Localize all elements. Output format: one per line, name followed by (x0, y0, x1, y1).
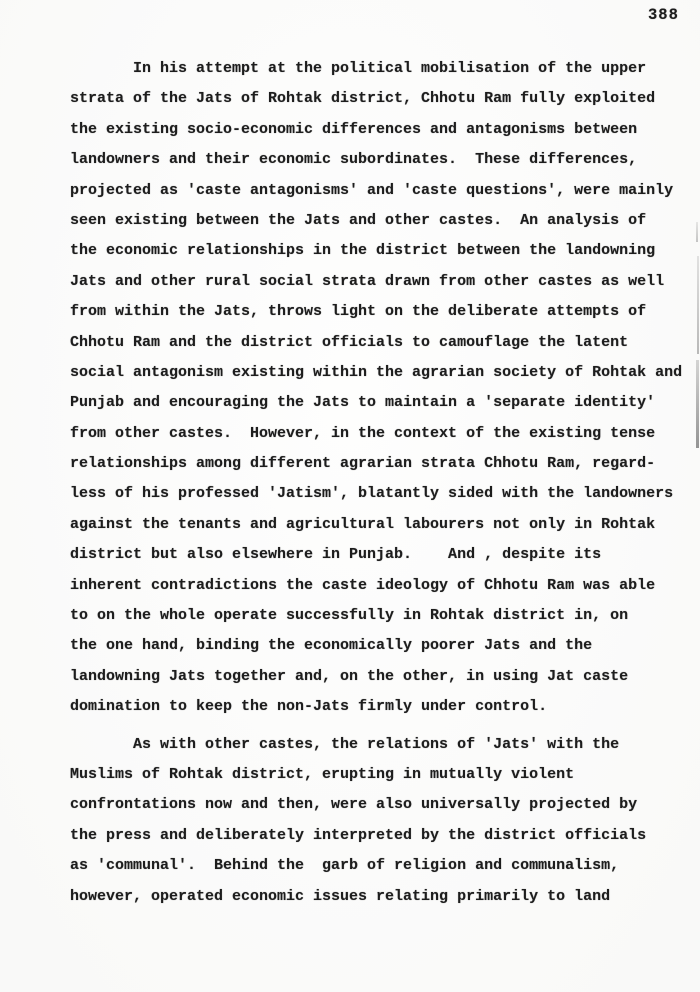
text-line: seen existing between the Jats and other castes. An analysis of (70, 211, 647, 229)
text-line: Punjab and encouraging the Jats to maintain a 'separate identity' (70, 394, 656, 412)
text-line: In his attempt at the political mobilisation of the upper (70, 60, 647, 77)
text-line: the one hand, binding the economically poorer Jats and the (70, 637, 593, 655)
text-line: the existing socio-economic differences and antagonisms between (70, 120, 638, 138)
scan-artifact (696, 360, 699, 448)
text-line: however, operated economic issues relating primarily to land (70, 887, 611, 905)
text-line: the economic relationships in the district between the landowning (70, 242, 656, 260)
page-body (70, 54, 700, 912)
text-line: strata of the Jats of Rohtak district, Chhotu Ram fully exploited (70, 90, 656, 108)
text-line: inherent contradictions the caste ideology of Chhotu Ram was able (70, 576, 656, 594)
text-line: from within the Jats, throws light on the deliberate attempts of (70, 303, 647, 321)
text-line: as 'communal'. Behind the garb of religion and communalism, (70, 857, 620, 875)
text-line: less of his professed 'Jatism', blatantly sided with the landowners (70, 485, 674, 503)
text-line: relationships among different agrarian strata Chhotu Ram, regard- (70, 455, 656, 473)
text-line: against the tenants and agricultural labourers not only in Rohtak (70, 515, 656, 533)
text-line: projected as 'caste antagonisms' and 'caste questions', were mainly (70, 181, 674, 199)
text-line: from other castes. However, in the context of the existing tense (70, 424, 656, 442)
text-line: As with other castes, the relations of 'Jats' with the (70, 735, 620, 753)
text-line: Chhotu Ram and the district officials to camouflage the latent (70, 333, 629, 351)
page-number: 388 (648, 6, 679, 24)
text-line: domination to keep the non-Jats firmly under control. (70, 698, 548, 716)
paragraph (70, 730, 700, 912)
text-line: landowning Jats together and, on the other, in using Jat caste (70, 667, 629, 685)
text-line: Jats and other rural social strata drawn from other castes as well (70, 272, 665, 290)
scan-artifact (697, 256, 699, 354)
text-line: district but also elsewhere in Punjab. And , despite its (70, 546, 602, 564)
text-line: landowners and their economic subordinates. These differences, (70, 151, 638, 169)
text-line: to on the whole operate successfully in Rohtak district in, on (70, 607, 629, 625)
scan-artifact (696, 222, 698, 242)
text-line: the press and deliberately interpreted by the district officials (70, 826, 647, 844)
paragraph (70, 54, 700, 723)
text-line: social antagonism existing within the agrarian society of Rohtak and (70, 363, 683, 381)
text-line: confrontations now and then, were also universally projected by (70, 796, 638, 814)
text-line: Muslims of Rohtak district, erupting in mutually violent (70, 765, 575, 783)
